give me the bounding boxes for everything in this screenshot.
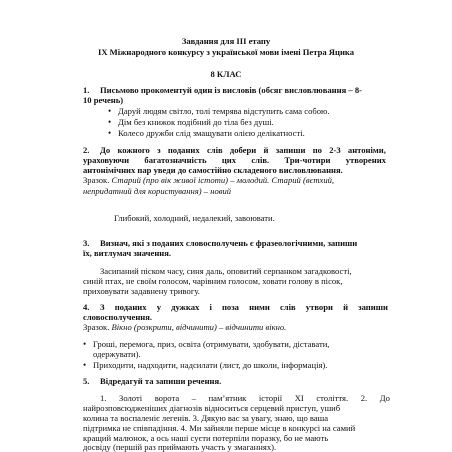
task4-text-a: З поданих у дужках і поза ними слів утвори й запиши: [100, 302, 388, 312]
list-item-text: Дім без книжок подібний до тіла без душі.: [118, 117, 274, 127]
grade-heading: 8 КЛАС: [210, 69, 242, 79]
task2-words: Глибокий, холодний, недалекий, завоювати.: [114, 213, 275, 223]
task4-text-b: словосполучення.: [83, 312, 153, 322]
task5-body-b: найрозповсюдженіших діагнозів відноситься серцевий приступ, ушиб: [83, 403, 341, 413]
list-item: [83, 360, 327, 370]
task1-title-b: 10 речень): [83, 95, 124, 105]
task5-body-f: досвіду (першій раз приймають участь у змаганнях).: [83, 442, 277, 452]
list-item-continuation: одержувати).: [93, 349, 141, 359]
task1-title-a: Письмово прокоментуй один із висловів (обсяг висловлювання – 8-: [100, 85, 362, 95]
bullet-dot-icon: •: [108, 128, 112, 138]
list-item-text: Приходити, надходити, надсилати (лист, до школи, інформація).: [93, 360, 328, 370]
task2-number: 2.: [83, 145, 90, 155]
task5-number: 5.: [83, 376, 90, 386]
task2-text-b: ураховуючи багатозначність цих слів. Три-чотири утворених: [83, 155, 386, 165]
task5-body-e: кращий малюнок, а ось наші суєти потерпіли поразку, бо не мають: [83, 433, 329, 443]
task5-title: Відредагуй та запиши речення.: [100, 376, 222, 386]
list-item-text: Гроші, перемога, приз, освіта (отримувати, здобувати, діставати,: [93, 339, 330, 349]
list-item: [108, 128, 305, 138]
list-item: [108, 117, 274, 127]
task4-sample: [83, 322, 286, 332]
task3-body-c: приховувати задавнену тривогу.: [83, 286, 200, 296]
task5-body-d: підтримка не співпадіння. 4. Ми зайняли перше місце в конкурсі на самий: [83, 423, 356, 433]
task3-body-b: синій птах, не своїм голосом, чарівним голосом, ховати голову в пісок,: [83, 276, 343, 286]
bullet-dot-icon: •: [83, 339, 87, 349]
bullet-dot-icon: •: [83, 360, 87, 370]
list-item-text: Колесо дружби слід змащувати олією делікатності.: [118, 128, 305, 138]
task1-number: 1.: [83, 85, 90, 95]
header-line-1: Завдання для III етапу: [181, 36, 271, 46]
header-line-2: IX Міжнародного конкурсу з української мови імені Петра Яцика: [97, 47, 355, 57]
sample-text: Вікно (розкрити, відчинити) – відчинити вікно.: [111, 322, 287, 332]
sample-text: Старий (про вік живої істоти) – молодий. Старий (вєтхий,: [111, 175, 335, 185]
task2-text-c: антонімічних пар уведи до самостійно складеного висловлювання.: [83, 165, 343, 175]
task3-body-a: Засипаний піском часу, синя даль, оповитий серпанком загадковості,: [100, 266, 352, 276]
task3-text-b: їх, витлумач значення.: [83, 248, 172, 258]
task5-body-a: 1. Золоті ворота – пам’ятник історії XI століття. 2. До: [100, 393, 390, 403]
list-item: [83, 339, 329, 349]
task2-text-a: До кожного з поданих слів добери й запиши по 2-3 антоніми,: [100, 145, 386, 155]
task3-text-a: Визнач, які з поданих словосполучень є фразеологічними, запиши: [100, 238, 358, 248]
task4-number: 4.: [83, 302, 90, 312]
bullet-dot-icon: •: [108, 106, 112, 116]
task3-number: 3.: [83, 238, 90, 248]
sample-label: Зразок.: [83, 175, 110, 185]
task5-body-c: колина та воспаленіє легенів. 3. Дякую вас за увагу, знаю, що ваша: [83, 413, 329, 423]
sample-label: Зразок.: [83, 322, 110, 332]
task2-sample-b: непридатний для користування) – новий: [83, 186, 232, 196]
bullet-dot-icon: •: [108, 117, 112, 127]
list-item: [108, 106, 330, 116]
task2-sample: [83, 175, 334, 185]
list-item-text: Даруй людям світло, толі темрява відступить сама собою.: [118, 106, 330, 116]
